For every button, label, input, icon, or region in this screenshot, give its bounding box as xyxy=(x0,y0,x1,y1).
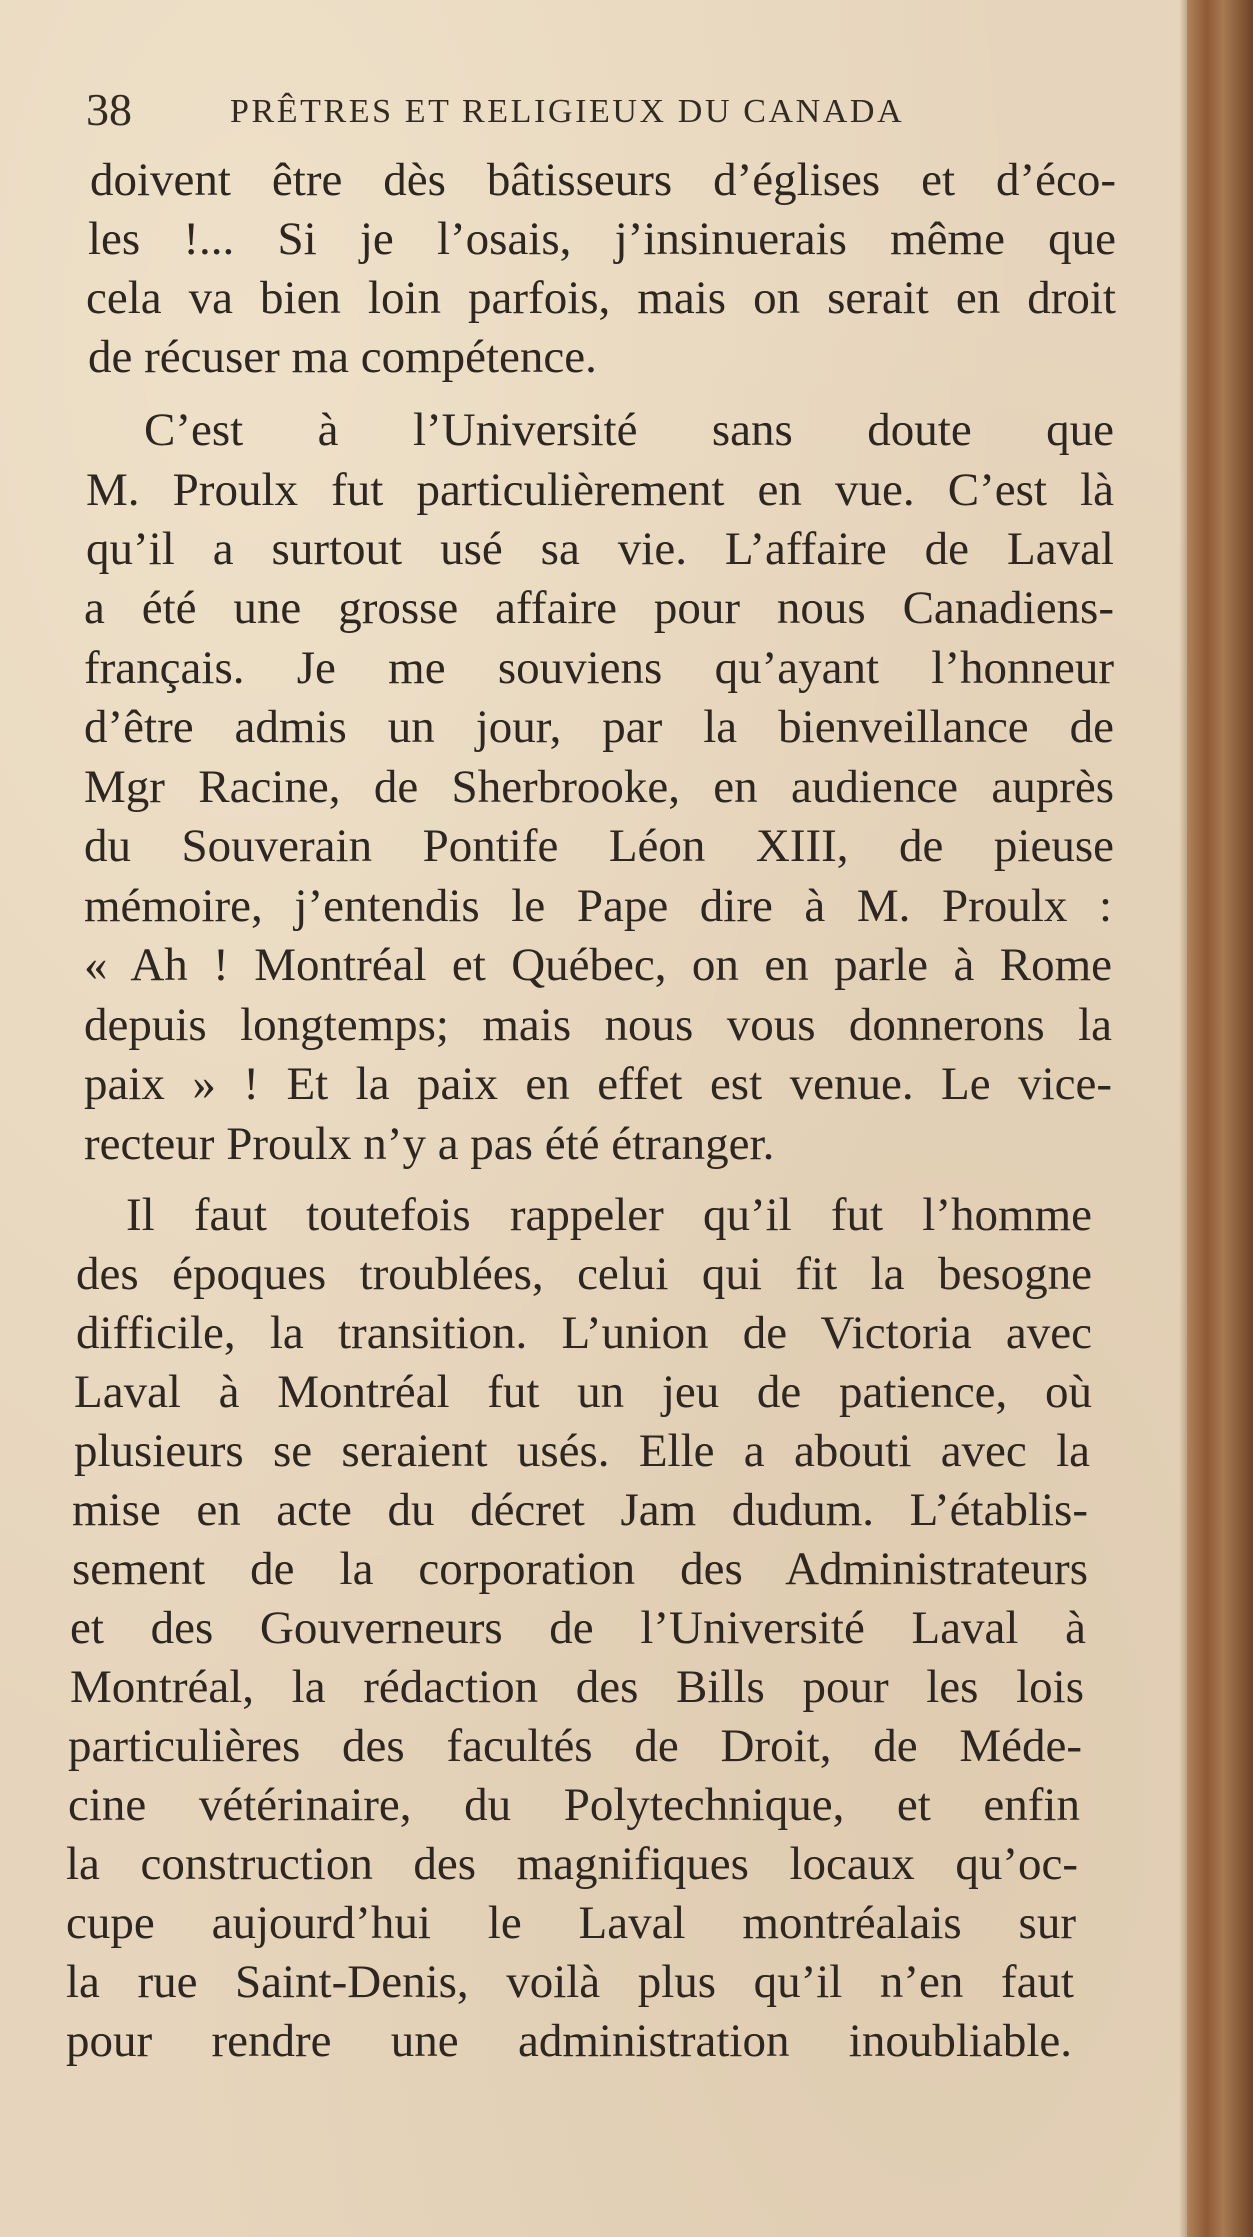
text-line: cupe aujourd’hui le Laval montréalais sur xyxy=(66,1897,1076,1949)
text-line: doivent être dès bâtisseurs d’églises et d’éco- xyxy=(90,154,1116,206)
page-number: 38 xyxy=(86,84,132,135)
text-line: la construction des magnifiques locaux qu’oc- xyxy=(66,1838,1078,1890)
text-line: mémoire, j’entendis le Pape dire à M. Proulx : xyxy=(84,880,1112,932)
text-line: recteur Proulx n’y a pas été étranger. xyxy=(84,1118,775,1170)
text-line: sement de la corporation des Administrateurs xyxy=(72,1543,1088,1595)
text-line: cine vétérinaire, du Polytechnique, et enfin xyxy=(68,1779,1080,1831)
text-line: et des Gouverneurs de l’Université Laval à xyxy=(70,1602,1086,1654)
text-line: Mgr Racine, de Sherbrooke, en audience auprès xyxy=(84,761,1114,813)
text-line: « Ah ! Montréal et Québec, on en parle à Rome xyxy=(84,939,1112,991)
text-line: Montréal, la rédaction des Bills pour les lois xyxy=(70,1661,1084,1713)
text-line: de récuser ma compétence. xyxy=(88,331,597,383)
text-line: la rue Saint-Denis, voilà plus qu’il n’en faut xyxy=(66,1956,1074,2008)
text-line: M. Proulx fut particulièrement en vue. C’est là xyxy=(86,464,1114,516)
text-line: du Souverain Pontife Léon XIII, de pieuse xyxy=(84,820,1114,872)
running-head: PRÊTRES ET RELIGIEUX DU CANADA xyxy=(230,93,905,130)
text-line: d’être admis un jour, par la bienveillance de xyxy=(84,701,1114,753)
page-header xyxy=(86,82,1066,138)
page-gutter-shadow xyxy=(1179,0,1187,2237)
text-line: particulières des facultés de Droit, de Méde- xyxy=(68,1720,1082,1772)
text-line: Laval à Montréal fut un jeu de patience, où xyxy=(74,1366,1092,1418)
body-text xyxy=(66,150,1126,2067)
text-line: des époques troublées, celui qui fit la besogne xyxy=(76,1248,1092,1300)
text-line: paix » ! Et la paix en effet est venue. Le vice- xyxy=(84,1058,1112,1110)
text-line: a été une grosse affaire pour nous Canadiens- xyxy=(84,582,1114,634)
text-line: mise en acte du décret Jam dudum. L’établis- xyxy=(72,1484,1088,1536)
text-line: Il faut toutefois rappeler qu’il fut l’homme xyxy=(126,1189,1092,1241)
text-line: qu’il a surtout usé sa vie. L’affaire de Laval xyxy=(86,523,1114,575)
text-line: depuis longtemps; mais nous vous donnerons la xyxy=(84,999,1112,1051)
page-edge xyxy=(1187,0,1253,2237)
text-line: français. Je me souviens qu’ayant l’honneur xyxy=(84,642,1114,694)
text-line: pour rendre une administration inoubliable. xyxy=(66,2015,1072,2067)
text-line: les !... Si je l’osais, j’insinuerais même que xyxy=(88,213,1116,265)
text-line: cela va bien loin parfois, mais on serait en droit xyxy=(86,272,1116,324)
text-line: difficile, la transition. L’union de Victoria avec xyxy=(76,1307,1092,1359)
text-line: C’est à l’Université sans doute que xyxy=(144,404,1114,456)
text-line: plusieurs se seraient usés. Elle a abouti avec la xyxy=(74,1425,1090,1477)
